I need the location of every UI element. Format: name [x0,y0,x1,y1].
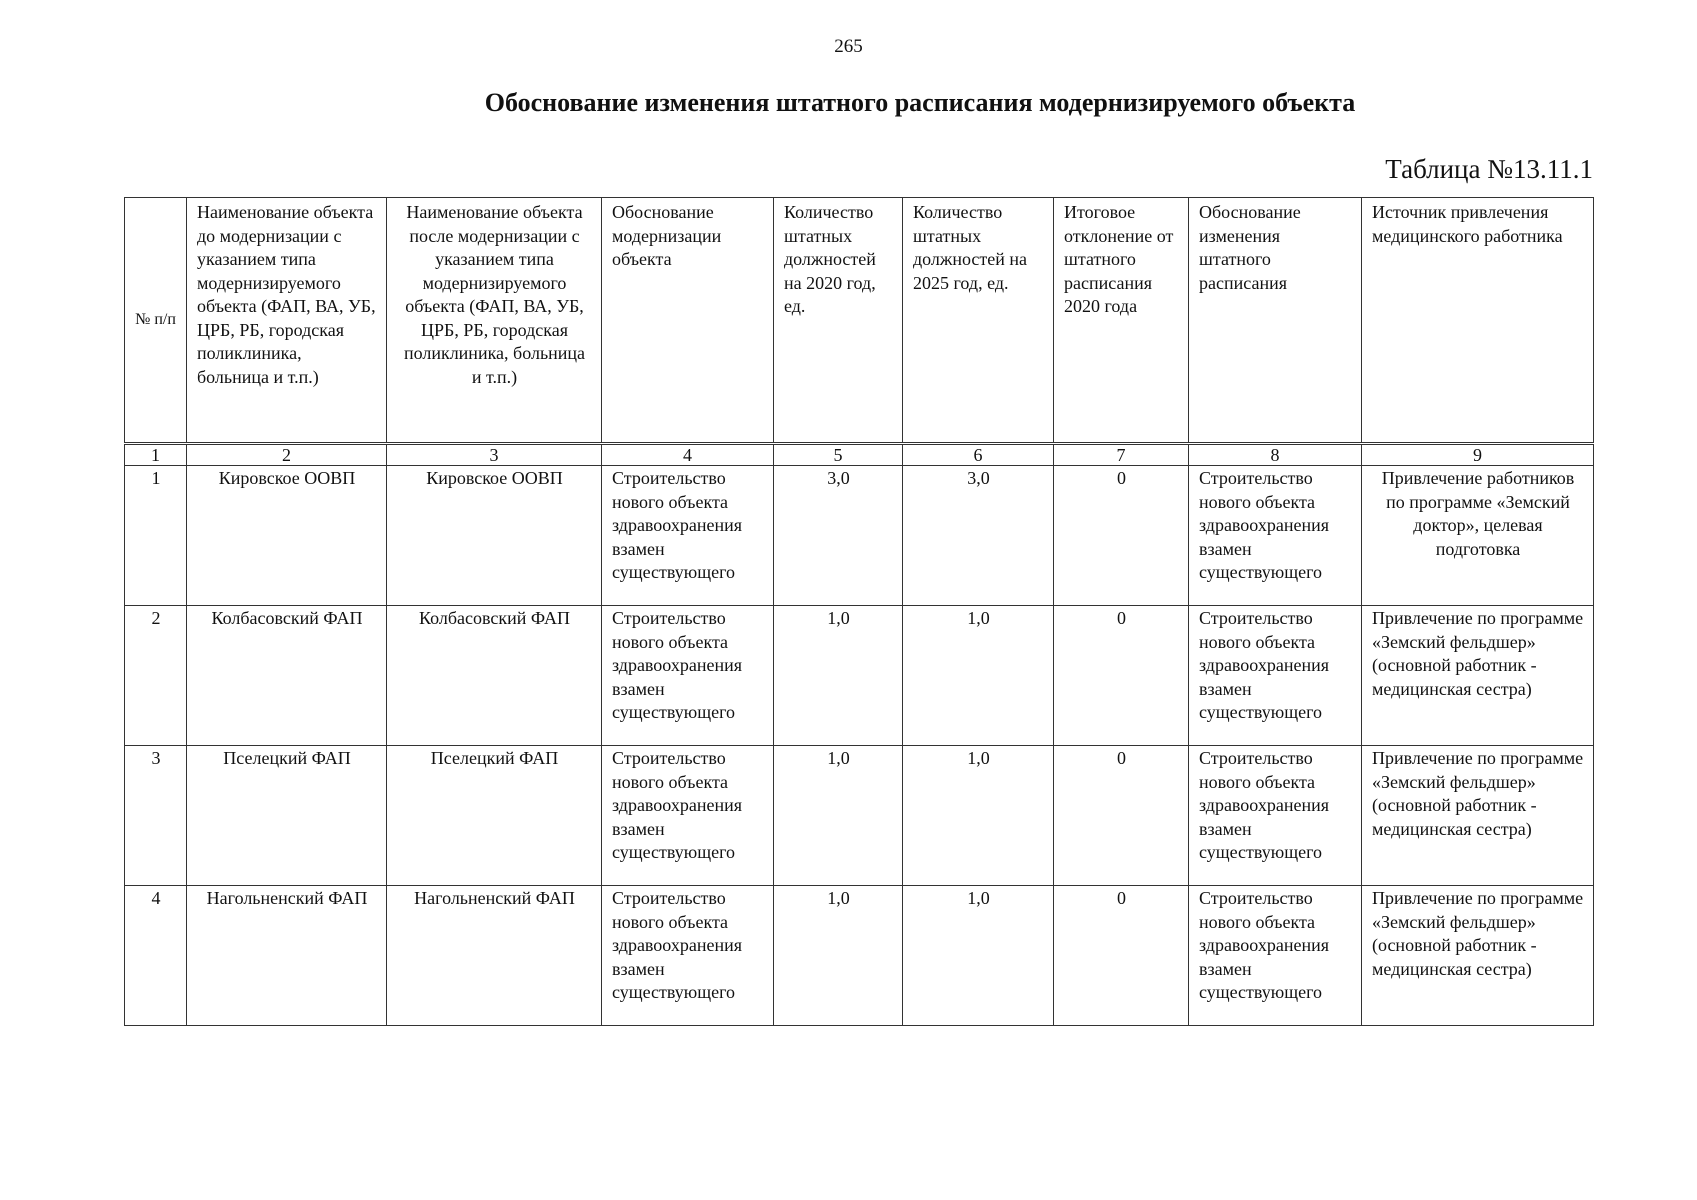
column-number: 3 [387,444,602,466]
cell-recruitment-source: Привлечение по программе «Земский фельдшер» (основной работник - медицинская сестра) [1362,886,1594,1026]
cell-staff-count-2025: 1,0 [903,746,1054,886]
cell-object-before: Колбасовский ФАП [187,606,387,746]
cell-modernization-basis: Строительство нового объекта здравоохранения взамен существующего [602,606,774,746]
table-row [125,466,1594,606]
cell-row-number: 3 [125,746,187,886]
column-number: 2 [187,444,387,466]
staffing-table [124,197,1594,1026]
table-row [125,886,1594,1026]
cell-total-deviation: 0 [1054,466,1189,606]
header-total-deviation: Итоговое отклонение от штатного расписания 2020 года [1054,198,1189,444]
cell-object-before: Нагольненский ФАП [187,886,387,1026]
column-number: 6 [903,444,1054,466]
header-modernization-basis: Обоснование модернизации объекта [602,198,774,444]
column-number: 9 [1362,444,1594,466]
cell-staff-count-2020: 1,0 [774,886,903,1026]
cell-row-number: 2 [125,606,187,746]
cell-modernization-basis: Строительство нового объекта здравоохранения взамен существующего [602,886,774,1026]
cell-staff-count-2020: 1,0 [774,606,903,746]
header-staff-count-2025: Количество штатных должностей на 2025 год, ед. [903,198,1054,444]
cell-recruitment-source: Привлечение по программе «Земский фельдшер» (основной работник - медицинская сестра) [1362,606,1594,746]
cell-object-after: Нагольненский ФАП [387,886,602,1026]
table-row [125,746,1594,886]
table-caption: Таблица №13.11.1 [1385,154,1593,184]
cell-staff-count-2025: 3,0 [903,466,1054,606]
header-object-before: Наименование объекта до модернизации с указанием типа модернизируемого объекта (ФАП, ВА, УБ, ЦРБ, РБ, городская поликлиника, больница и т.п.) [187,198,387,444]
column-number: 5 [774,444,903,466]
cell-staffing-change-basis: Строительство нового объекта здравоохранения взамен существующего [1189,746,1362,886]
cell-object-after: Кировское ООВП [387,466,602,606]
cell-row-number: 1 [125,466,187,606]
header-object-after: Наименование объекта после модернизации с указанием типа модернизируемого объекта (ФАП, ВА, УБ, ЦРБ, РБ, городская поликлиника, больница и т.п.) [387,198,602,444]
cell-staff-count-2025: 1,0 [903,606,1054,746]
cell-modernization-basis: Строительство нового объекта здравоохранения взамен существующего [602,746,774,886]
page-number: 265 [834,36,863,57]
cell-object-before: Кировское ООВП [187,466,387,606]
cell-object-before: Пселецкий ФАП [187,746,387,886]
cell-recruitment-source: Привлечение по программе «Земский фельдшер» (основной работник - медицинская сестра) [1362,746,1594,886]
cell-modernization-basis: Строительство нового объекта здравоохранения взамен существующего [602,466,774,606]
column-number-row [125,444,1594,466]
header-staffing-change-basis: Обоснование изменения штатного расписания [1189,198,1362,444]
cell-staff-count-2020: 1,0 [774,746,903,886]
header-staff-count-2020: Количество штатных должностей на 2020 год, ед. [774,198,903,444]
document-title: Обоснование изменения штатного расписания модернизируемого объекта [484,88,1356,117]
cell-total-deviation: 0 [1054,746,1189,886]
column-number: 4 [602,444,774,466]
cell-object-after: Пселецкий ФАП [387,746,602,886]
cell-staffing-change-basis: Строительство нового объекта здравоохранения взамен существующего [1189,606,1362,746]
cell-row-number: 4 [125,886,187,1026]
cell-total-deviation: 0 [1054,886,1189,1026]
cell-recruitment-source: Привлечение работников по программе «Земский доктор», целевая подготовка [1362,466,1594,606]
column-number: 1 [125,444,187,466]
table-row [125,606,1594,746]
column-number: 7 [1054,444,1189,466]
cell-total-deviation: 0 [1054,606,1189,746]
header-row-number: № п/п [125,198,187,444]
table-header-row [125,198,1594,444]
column-number: 8 [1189,444,1362,466]
cell-staffing-change-basis: Строительство нового объекта здравоохранения взамен существующего [1189,886,1362,1026]
cell-object-after: Колбасовский ФАП [387,606,602,746]
cell-staffing-change-basis: Строительство нового объекта здравоохранения взамен существующего [1189,466,1362,606]
cell-staff-count-2025: 1,0 [903,886,1054,1026]
header-recruitment-source: Источник привлечения медицинского работника [1362,198,1594,444]
cell-staff-count-2020: 3,0 [774,466,903,606]
